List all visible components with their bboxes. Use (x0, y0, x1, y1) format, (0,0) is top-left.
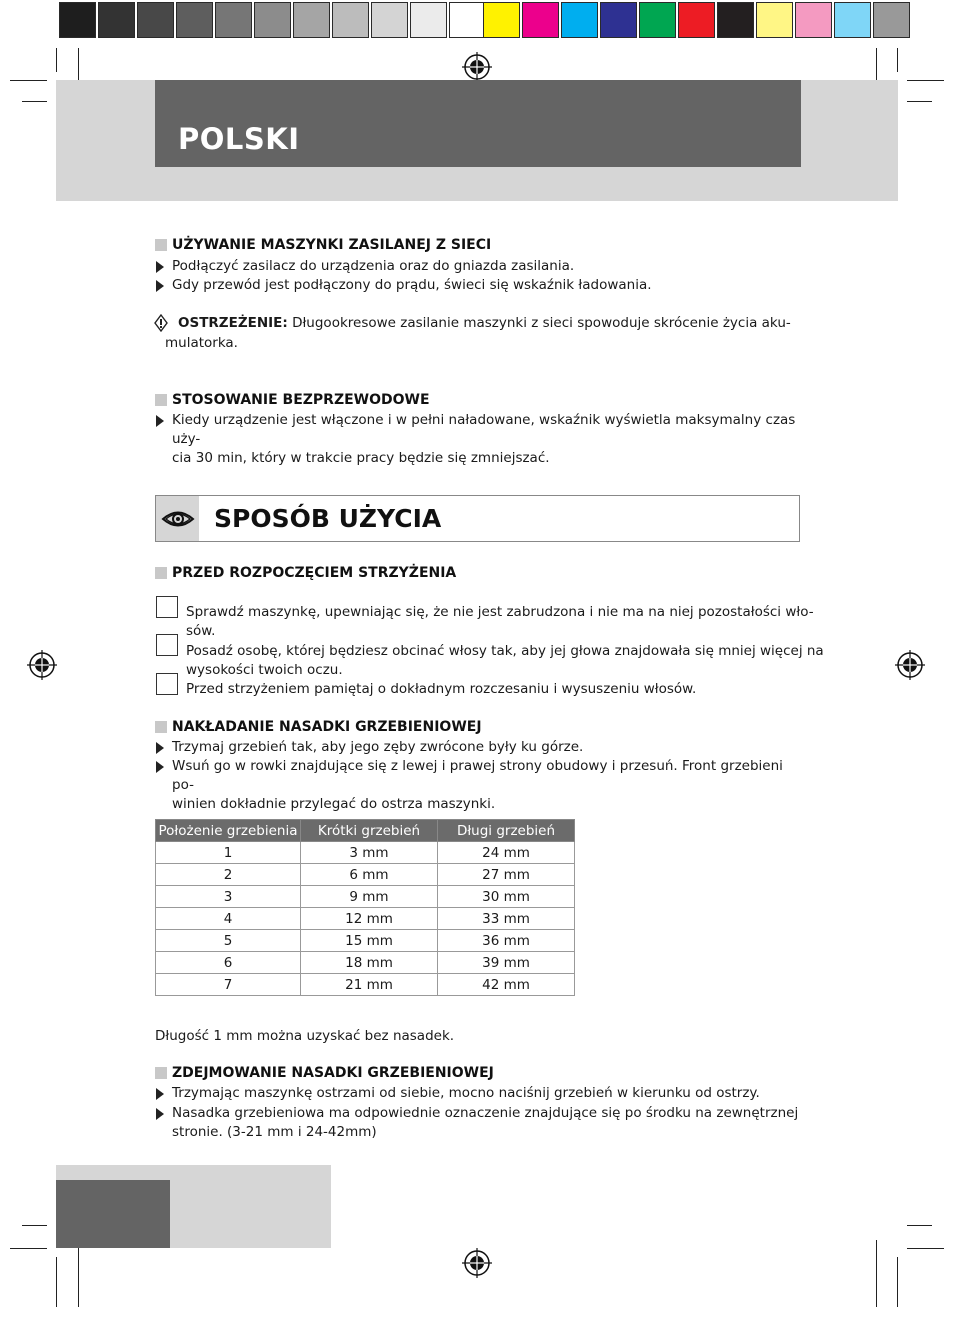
table-row (156, 974, 575, 996)
crop-mark (56, 1257, 57, 1307)
color-swatch (176, 2, 213, 38)
color-swatch (795, 2, 832, 38)
bullet-text: Kiedy urządzenie jest włączone i w pełni naładowane, wskaźnik wyświetla maksymalny czas uży- (172, 412, 796, 447)
table-row (156, 908, 575, 930)
table-cell: 24 mm (438, 842, 575, 864)
section-heading-cordless (155, 392, 430, 408)
heading-square-icon (155, 394, 167, 406)
bullet-text: Gdy przewód jest podłączony do prądu, świeci się wskaźnik ładowania. (172, 277, 652, 293)
table-cell: 1 (156, 842, 301, 864)
bullet-arrow-icon (156, 742, 164, 754)
table-cell: 7 (156, 974, 301, 996)
usage-section-header (155, 495, 800, 542)
registration-mark-icon (895, 650, 925, 680)
table-row (156, 930, 575, 952)
crop-mark (907, 1225, 932, 1226)
warning-paragraph-cont: mulatorka. (165, 335, 238, 351)
warning-icon (154, 314, 168, 332)
heading-text: UŻYWANIE MASZYNKI ZASILANEJ Z SIECI (172, 237, 492, 253)
crop-mark (907, 1248, 944, 1249)
heading-square-icon (155, 567, 167, 579)
page-title: POLSKI (178, 122, 300, 156)
color-swatch (293, 2, 330, 38)
bullet-arrow-icon (156, 761, 164, 773)
heading-text: PRZED ROZPOCZĘCIEM STRZYŻENIA (172, 565, 457, 581)
bullet-arrow-icon (156, 415, 164, 427)
table-cell: 18 mm (301, 952, 438, 974)
registration-mark-icon (27, 650, 57, 680)
crop-mark (907, 80, 944, 81)
color-swatch (639, 2, 676, 38)
bullet-text-cont: winien dokładnie przylegać do ostrza maszynki. (172, 796, 496, 812)
table-cell: 9 mm (301, 886, 438, 908)
check-text-cont: sów. (186, 623, 216, 639)
registration-mark-icon (462, 52, 492, 82)
table-cell: 6 (156, 952, 301, 974)
crop-mark (897, 48, 898, 72)
table-row (156, 886, 575, 908)
color-swatch (254, 2, 291, 38)
table-cell: 30 mm (438, 886, 575, 908)
footer-page-block (56, 1180, 170, 1248)
bullet-arrow-icon (156, 280, 164, 292)
registration-mark-icon (462, 1248, 492, 1278)
crop-mark (907, 101, 932, 102)
bullet-arrow-icon (156, 1088, 164, 1100)
color-swatch (483, 2, 520, 38)
table-header-cell: Położenie grzebienia (156, 820, 301, 842)
bullet-text-cont: stronie. (3-21 mm i 24-42mm) (172, 1124, 377, 1140)
crop-mark (10, 1248, 47, 1249)
color-swatch (449, 2, 486, 38)
color-swatch (756, 2, 793, 38)
color-swatch-row (483, 2, 912, 38)
section-heading-mains (155, 237, 491, 253)
table-cell: 39 mm (438, 952, 575, 974)
table-cell: 3 mm (301, 842, 438, 864)
color-swatch (717, 2, 754, 38)
crop-mark (78, 1240, 79, 1307)
bullet-item (155, 1104, 800, 1142)
bullet-arrow-icon (156, 1108, 164, 1120)
color-swatch (873, 2, 910, 38)
warning-text: Długookresowe zasilanie maszynki z sieci spowoduje skrócenie życia aku- (287, 315, 791, 331)
table-cell: 6 mm (301, 864, 438, 886)
note-text: Długość 1 mm można uzyskać bez nasadek. (155, 1028, 455, 1044)
bullet-text-cont: cia 30 min, który w trakcie pracy będzie się zmniejszać. (172, 450, 550, 466)
section-heading-attach-comb (155, 719, 482, 735)
color-swatch (215, 2, 252, 38)
color-swatch (834, 2, 871, 38)
check-text: Posadź osobę, której będziesz obcinać włosy tak, aby jej głowa znajdowała się mniej więcej na (186, 643, 824, 659)
heading-square-icon (155, 1067, 167, 1079)
table-header-row (156, 820, 575, 842)
bullet-item (155, 411, 800, 468)
table-row (156, 842, 575, 864)
color-swatch (59, 2, 96, 38)
check-text-cont: wysokości twoich oczu. (186, 662, 343, 678)
table-header-cell: Długi grzebień (438, 820, 575, 842)
bullet-arrow-icon (156, 261, 164, 273)
bullet-text: Wsuń go w rowki znajdujące się z lewej i prawej strony obudowy i przesuń. Front grzebieni po- (172, 758, 783, 793)
bullet-item (155, 757, 800, 814)
color-swatch (678, 2, 715, 38)
color-swatch (561, 2, 598, 38)
crop-mark (876, 48, 877, 84)
heading-square-icon (155, 239, 167, 251)
section-heading-before-cutting (155, 565, 456, 581)
bullet-item (155, 1084, 800, 1103)
crop-mark (56, 48, 57, 72)
table-cell: 42 mm (438, 974, 575, 996)
warning-paragraph (178, 314, 800, 333)
bullet-text: Trzymając maszynkę ostrzami od siebie, mocno naciśnij grzebień w kierunku od ostrzy. (172, 1085, 760, 1101)
section-heading-remove-comb (155, 1065, 494, 1081)
gray-swatch-row (59, 2, 488, 38)
table-cell: 15 mm (301, 930, 438, 952)
table-cell: 33 mm (438, 908, 575, 930)
bullet-item (155, 738, 800, 757)
table-cell: 27 mm (438, 864, 575, 886)
table-cell: 5 (156, 930, 301, 952)
crop-mark (10, 80, 47, 81)
table-row (156, 864, 575, 886)
bullet-item (155, 276, 800, 295)
heading-text: STOSOWANIE BEZPRZEWODOWE (172, 392, 430, 408)
usage-title: SPOSÓB UŻYCIA (214, 504, 442, 533)
bullet-text: Trzymaj grzebień tak, aby jego zęby zwrócone były ku górze. (172, 739, 584, 755)
table-header-cell: Krótki grzebień (301, 820, 438, 842)
heading-text: NAKŁADANIE NASADKI GRZEBIENIOWEJ (172, 719, 482, 735)
warning-label: OSTRZEŻENIE: (178, 315, 288, 331)
color-swatch (410, 2, 447, 38)
color-swatch (332, 2, 369, 38)
table-cell: 36 mm (438, 930, 575, 952)
table-cell: 21 mm (301, 974, 438, 996)
check-text: Przed strzyżeniem pamiętaj o dokładnym rozczesaniu i wysuszeniu włosów. (186, 681, 697, 697)
bullet-text: Nasadka grzebieniowa ma odpowiednie oznaczenie znajdujące się po środku na zewnętrznej (172, 1105, 799, 1121)
crop-mark (78, 48, 79, 84)
color-swatch (98, 2, 135, 38)
bullet-item (155, 257, 800, 276)
table-cell: 12 mm (301, 908, 438, 930)
crop-mark (876, 1240, 877, 1307)
color-swatch (137, 2, 174, 38)
table-cell: 2 (156, 864, 301, 886)
checkbox[interactable] (156, 673, 178, 695)
eye-icon (161, 508, 195, 530)
heading-square-icon (155, 721, 167, 733)
crop-mark (22, 101, 47, 102)
color-swatch (371, 2, 408, 38)
heading-text: ZDEJMOWANIE NASADKI GRZEBIENIOWEJ (172, 1065, 494, 1081)
crop-mark (897, 1257, 898, 1307)
checkbox[interactable] (156, 634, 178, 656)
table-row (156, 952, 575, 974)
check-text: Sprawdź maszynkę, upewniając się, że nie jest zabrudzona i nie ma na niej pozostałości wło- (186, 604, 814, 620)
crop-mark (22, 1225, 47, 1226)
color-swatch (522, 2, 559, 38)
checkbox[interactable] (156, 596, 178, 618)
comb-length-table (155, 819, 575, 996)
table-cell: 3 (156, 886, 301, 908)
bullet-text: Podłączyć zasilacz do urządzenia oraz do gniazda zasilania. (172, 258, 575, 274)
usage-icon-cell (156, 496, 199, 541)
color-swatch (600, 2, 637, 38)
table-cell: 4 (156, 908, 301, 930)
